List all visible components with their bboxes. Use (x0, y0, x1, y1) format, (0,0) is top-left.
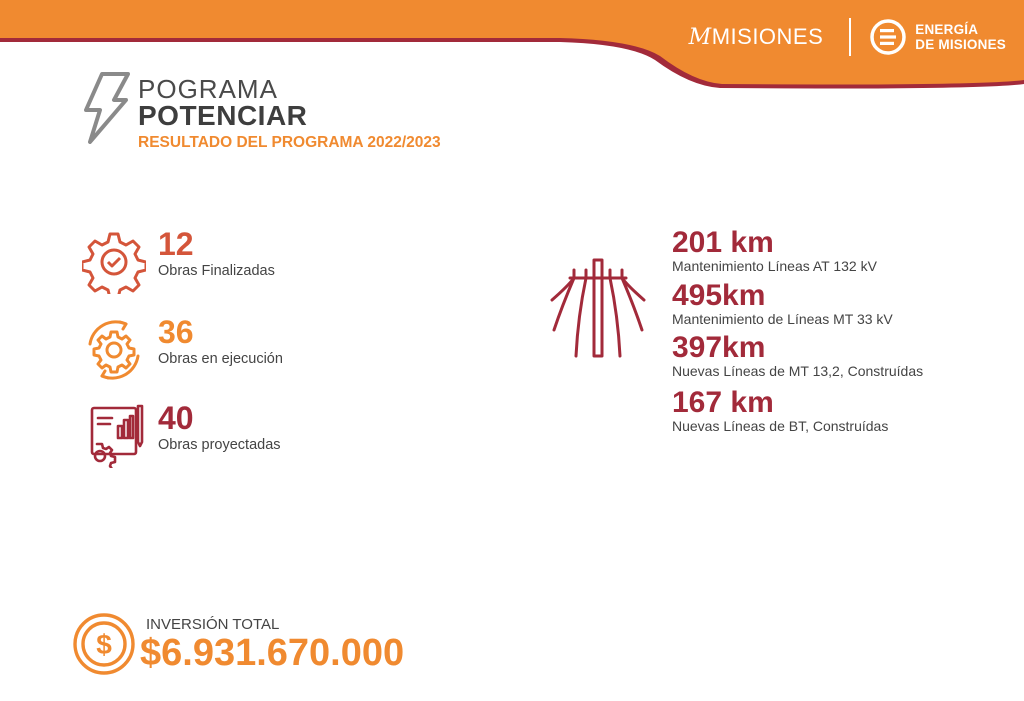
stat-number: 12 (158, 226, 194, 262)
line-km: 495km (672, 279, 766, 312)
lightning-bolt-icon (80, 72, 132, 144)
power-pole-icon (548, 256, 648, 358)
line-desc: Nuevas Líneas de MT 13,2, Construídas (672, 363, 924, 379)
line-desc: Mantenimiento Líneas AT 132 kV (672, 258, 877, 274)
inversion-amount: $6.931.670.000 (140, 632, 405, 674)
energia-logo-icon (869, 18, 907, 56)
line-km: 167 km (672, 386, 774, 419)
svg-text:$: $ (96, 629, 112, 660)
subtitle: RESULTADO DEL PROGRAMA 2022/2023 (138, 134, 441, 151)
line-desc: Mantenimiento de Líneas MT 33 kV (672, 311, 893, 327)
line-km: 201 km (672, 226, 774, 259)
brand-logos (689, 18, 1006, 56)
energia-logo-line1: ENERGÍA (915, 22, 979, 37)
misiones-logo-m: M (688, 25, 712, 50)
line-stat-at132 (672, 228, 877, 274)
dollar-coin-icon (72, 612, 136, 676)
gear-cycle-icon (82, 318, 146, 382)
stat-label: Obras en ejecución (158, 351, 283, 367)
stat-number: 36 (158, 314, 194, 350)
line-desc: Nuevas Líneas de BT, Construídas (672, 418, 889, 434)
title-line1: POGRAMA (138, 74, 278, 104)
line-stat-mt33 (672, 281, 893, 327)
energia-logo-line2: DE MISIONES (915, 37, 1006, 52)
line-stat-mt132 (672, 333, 923, 379)
inversion-label: INVERSIÓN TOTAL (146, 616, 280, 633)
line-stat-bt (672, 388, 888, 434)
stat-label: Obras proyectadas (158, 437, 281, 453)
gear-check-icon (82, 230, 146, 294)
title-line2: POTENCIAR (138, 100, 308, 131)
stat-label: Obras Finalizadas (158, 263, 275, 279)
line-km: 397km (672, 331, 766, 364)
misiones-logo-text: MISIONES (711, 24, 824, 49)
energia-logo-text (915, 22, 1006, 52)
blueprint-gear-icon (82, 404, 146, 468)
misiones-logo (689, 24, 824, 50)
stat-number: 40 (158, 400, 194, 436)
brand-separator (849, 18, 851, 56)
